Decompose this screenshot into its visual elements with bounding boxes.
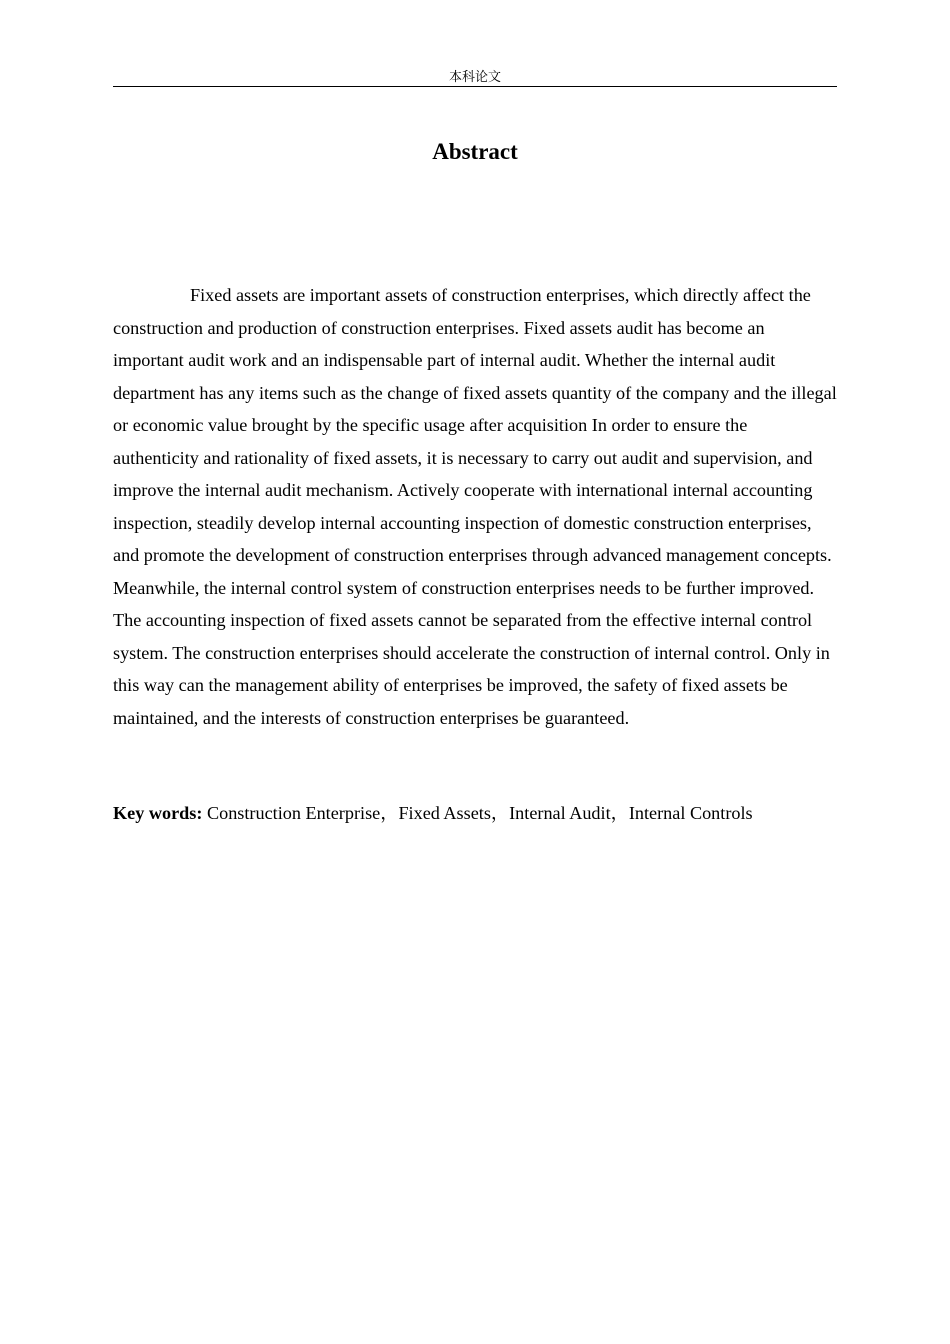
running-title: 本科论文 <box>448 69 501 84</box>
abstract-title: Abstract <box>432 139 518 164</box>
keyword-separator: ， <box>380 803 399 823</box>
keywords-label: Key words: <box>113 803 203 823</box>
keyword-item: Fixed Assets <box>398 803 491 823</box>
keyword-item: Construction Enterprise <box>206 803 381 823</box>
keywords-line <box>113 797 837 829</box>
page-header <box>113 67 837 87</box>
keyword-separator: ， <box>490 803 510 823</box>
abstract-body: Fixed assets are important assets of construction enterprises, which directly affect the construction and production of construction enterprises. Fixed assets audit has become an important audit work and an indispensable part of internal audit. Whether the internal audit department has any items such as the change of fixed assets quantity of the company and the illegal or economic value brought by the specific usage after acquisition In order to ensure the authenticity and rationality of fixed assets, it is necessary to carry out audit and supervision, and improve the internal audit mechanism. Actively cooperate with international internal accounting inspection, steadily develop internal accounting inspection of domestic construction enterprises, and promote the development of construction enterprises through advanced management concepts. Meanwhile, the internal control system of construction enterprises needs to be further improved. The accounting inspection of fixed assets cannot be separated from the effective internal control system. The construction enterprises should accelerate the construction of internal control. Only in this way can the management ability of enterprises be improved, the safety of fixed assets be maintained, and the interests of construction enterprises be guaranteed. <box>113 285 837 728</box>
keyword-item: Internal Controls <box>628 803 753 823</box>
keyword-item: Internal Audit <box>509 803 611 823</box>
keyword-separator: ， <box>610 803 629 823</box>
